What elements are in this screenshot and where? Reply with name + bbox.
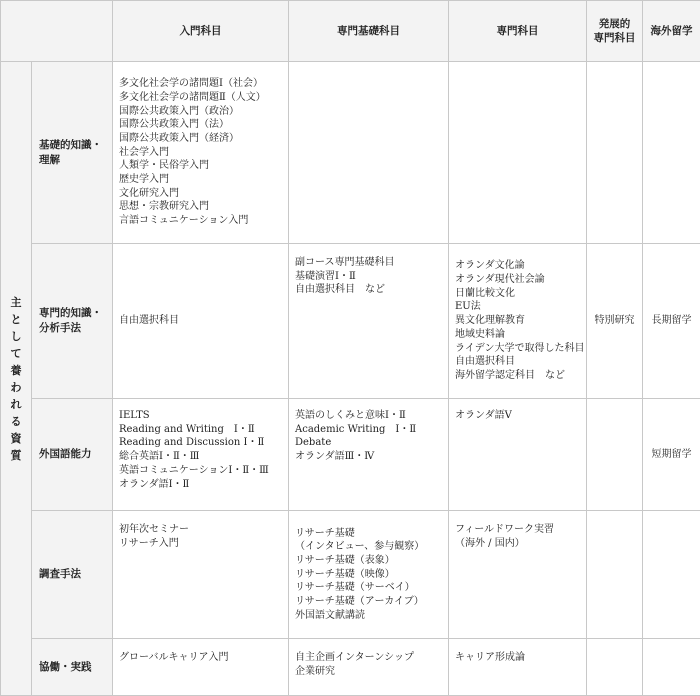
course-item: 外国語文献講読 — [295, 609, 444, 623]
course-item: リサーチ基礎（映像） — [295, 568, 444, 582]
course-item: 海外留学認定科目 など — [455, 369, 582, 383]
course-item: オランダ文化論 — [455, 259, 582, 273]
abroad-cell: 短期留学 — [643, 399, 700, 511]
course-item: 総合英語Ⅰ・Ⅱ・Ⅲ — [119, 450, 284, 464]
course-list — [455, 651, 582, 665]
advanced-cell — [587, 62, 643, 244]
course-item: 多文化社会学の諸問題Ⅱ（人文） — [119, 91, 284, 105]
course-item: 歴史学入門 — [119, 173, 284, 187]
advanced-cell — [587, 399, 643, 511]
course-item: 自由選択科目 — [119, 314, 284, 328]
course-list — [119, 651, 284, 665]
basic-cell — [289, 244, 449, 399]
course-item: グローバルキャリア入門 — [119, 651, 284, 665]
course-item: 人類学・民俗学入門 — [119, 159, 284, 173]
row-label: 調査手法 — [32, 511, 113, 639]
course-item: 自由選択科目 — [455, 355, 582, 369]
specialized-cell — [449, 62, 587, 244]
course-item: オランダ語Ⅴ — [455, 409, 582, 423]
row-label: 基礎的知識・ 理解 — [32, 62, 113, 244]
course-item: 国際公共政策入門（政治） — [119, 105, 284, 119]
header-abroad: 海外留学 — [643, 1, 700, 62]
course-list — [295, 409, 444, 464]
course-item: 日蘭比較文化 — [455, 287, 582, 301]
intro-cell — [113, 639, 289, 696]
table-row — [1, 62, 700, 244]
course-list — [119, 77, 284, 228]
advanced-cell — [587, 639, 643, 696]
course-item: リサーチ基礎（サーベイ） — [295, 581, 444, 595]
course-item: 国際公共政策入門（経済） — [119, 132, 284, 146]
course-list — [119, 523, 284, 550]
intro-cell — [113, 399, 289, 511]
table-row — [1, 511, 700, 639]
corner-cell — [1, 1, 113, 62]
main-qualities-label — [1, 62, 32, 696]
course-list — [119, 314, 284, 328]
course-item: 自主企画インターンシップ — [295, 651, 444, 665]
course-item: 初年次セミナー — [119, 523, 284, 537]
course-list — [455, 259, 582, 382]
course-item: 多文化社会学の諸問題Ⅰ（社会） — [119, 77, 284, 91]
course-list — [295, 651, 444, 678]
course-item: リサーチ基礎 — [295, 527, 444, 541]
course-item: IELTS — [119, 409, 284, 423]
row-label: 外国語能力 — [32, 399, 113, 511]
table-row — [1, 399, 700, 511]
course-item: 自由選択科目 など — [295, 283, 444, 297]
abroad-cell: 長期留学 — [643, 244, 700, 399]
row-label: 協働・実践 — [32, 639, 113, 696]
course-item: 言語コミュニケーション入門 — [119, 214, 284, 228]
intro-cell — [113, 244, 289, 399]
specialized-cell — [449, 399, 587, 511]
course-item: 思想・宗教研究入門 — [119, 200, 284, 214]
abroad-cell — [643, 639, 700, 696]
course-item: キャリア形成論 — [455, 651, 582, 665]
course-item: Academic Writing Ⅰ・Ⅱ — [295, 423, 444, 437]
course-item: 文化研究入門 — [119, 187, 284, 201]
table-row — [1, 244, 700, 399]
course-item: EU法 — [455, 300, 582, 314]
basic-cell — [289, 399, 449, 511]
course-list — [295, 256, 444, 297]
specialized-cell — [449, 639, 587, 696]
course-item: 社会学入門 — [119, 146, 284, 160]
course-item: リサーチ入門 — [119, 537, 284, 551]
course-item: Reading and Discussion Ⅰ・Ⅱ — [119, 436, 284, 450]
course-list — [455, 409, 582, 423]
header-advanced: 発展的 専門科目 — [587, 1, 643, 62]
course-item: 地域史料論 — [455, 328, 582, 342]
specialized-cell — [449, 511, 587, 639]
basic-cell — [289, 639, 449, 696]
course-item: リサーチ基礎（アーカイブ） — [295, 595, 444, 609]
course-list — [455, 523, 582, 550]
course-item: 副コース専門基礎科目 — [295, 256, 444, 270]
course-item: オランダ語Ⅰ・Ⅱ — [119, 478, 284, 492]
header-specialized: 専門科目 — [449, 1, 587, 62]
course-item: オランダ語Ⅲ・Ⅳ — [295, 450, 444, 464]
course-item: Reading and Writing Ⅰ・Ⅱ — [119, 423, 284, 437]
course-list — [295, 527, 444, 623]
course-item: オランダ現代社会論 — [455, 273, 582, 287]
header-basic-specialized: 専門基礎科目 — [289, 1, 449, 62]
course-item: （海外 / 国内） — [455, 537, 582, 551]
course-item: 英語のしくみと意味Ⅰ・Ⅱ — [295, 409, 444, 423]
course-item: フィールドワーク実習 — [455, 523, 582, 537]
specialized-cell — [449, 244, 587, 399]
abroad-cell — [643, 511, 700, 639]
intro-cell — [113, 62, 289, 244]
basic-cell — [289, 62, 449, 244]
advanced-cell: 特別研究 — [587, 244, 643, 399]
course-item: 異文化理解教育 — [455, 314, 582, 328]
table-row — [1, 639, 700, 696]
course-item: リサーチ基礎（表象） — [295, 554, 444, 568]
course-item: Debate — [295, 436, 444, 450]
row-label: 専門的知識・ 分析手法 — [32, 244, 113, 399]
course-item: 基礎演習Ⅰ・Ⅱ — [295, 270, 444, 284]
advanced-cell — [587, 511, 643, 639]
course-item: 英語コミュニケーションⅠ・Ⅱ・Ⅲ — [119, 464, 284, 478]
header-row — [1, 1, 700, 62]
intro-cell — [113, 511, 289, 639]
course-item: ライデン大学で取得した科目 — [455, 342, 582, 356]
course-item: 国際公共政策入門（法） — [119, 118, 284, 132]
course-item: （インタビュー、参与観察） — [295, 540, 444, 554]
main-qualities-text: 主として養われる資質 — [9, 294, 23, 464]
course-item: 企業研究 — [295, 665, 444, 679]
basic-cell — [289, 511, 449, 639]
header-intro: 入門科目 — [113, 1, 289, 62]
course-list — [119, 409, 284, 491]
abroad-cell — [643, 62, 700, 244]
